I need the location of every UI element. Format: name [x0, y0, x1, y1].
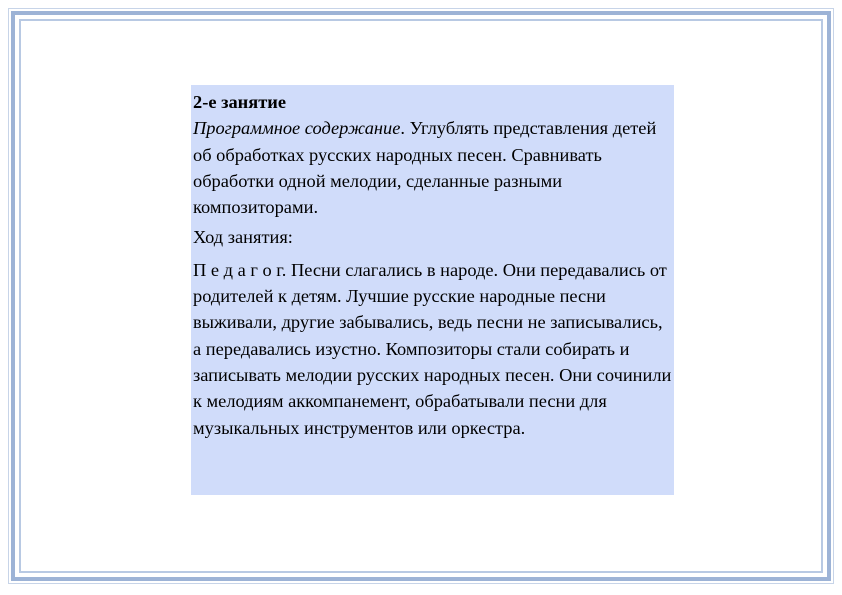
program-text: . Углублять представления детей об обработках русских народных песен. Сравнивать обработки одной мелодии, сделанные разными композиторами. [193, 118, 657, 218]
lesson-title: 2-е занятие [193, 92, 287, 112]
teacher-label: П е д а г о г [193, 259, 282, 280]
teacher-paragraph [193, 257, 674, 441]
lesson-text-box [191, 85, 674, 495]
course-label: Ход занятия: [193, 227, 293, 248]
program-paragraph [193, 115, 674, 220]
program-label: Программное содержание [193, 118, 401, 139]
teacher-text: . Песни слагались в народе. Они передавались от родителей к детям. Лучшие русские народные песни выживали, другие забывались, ведь песни не записывались, а передавались изустно. Композиторы стали собирать и записывать мелодии русских народных песен. Они сочинили к мелодиям аккомпанемент, обрабатывали песни для музыкальных инструментов или оркестра. [193, 259, 672, 438]
